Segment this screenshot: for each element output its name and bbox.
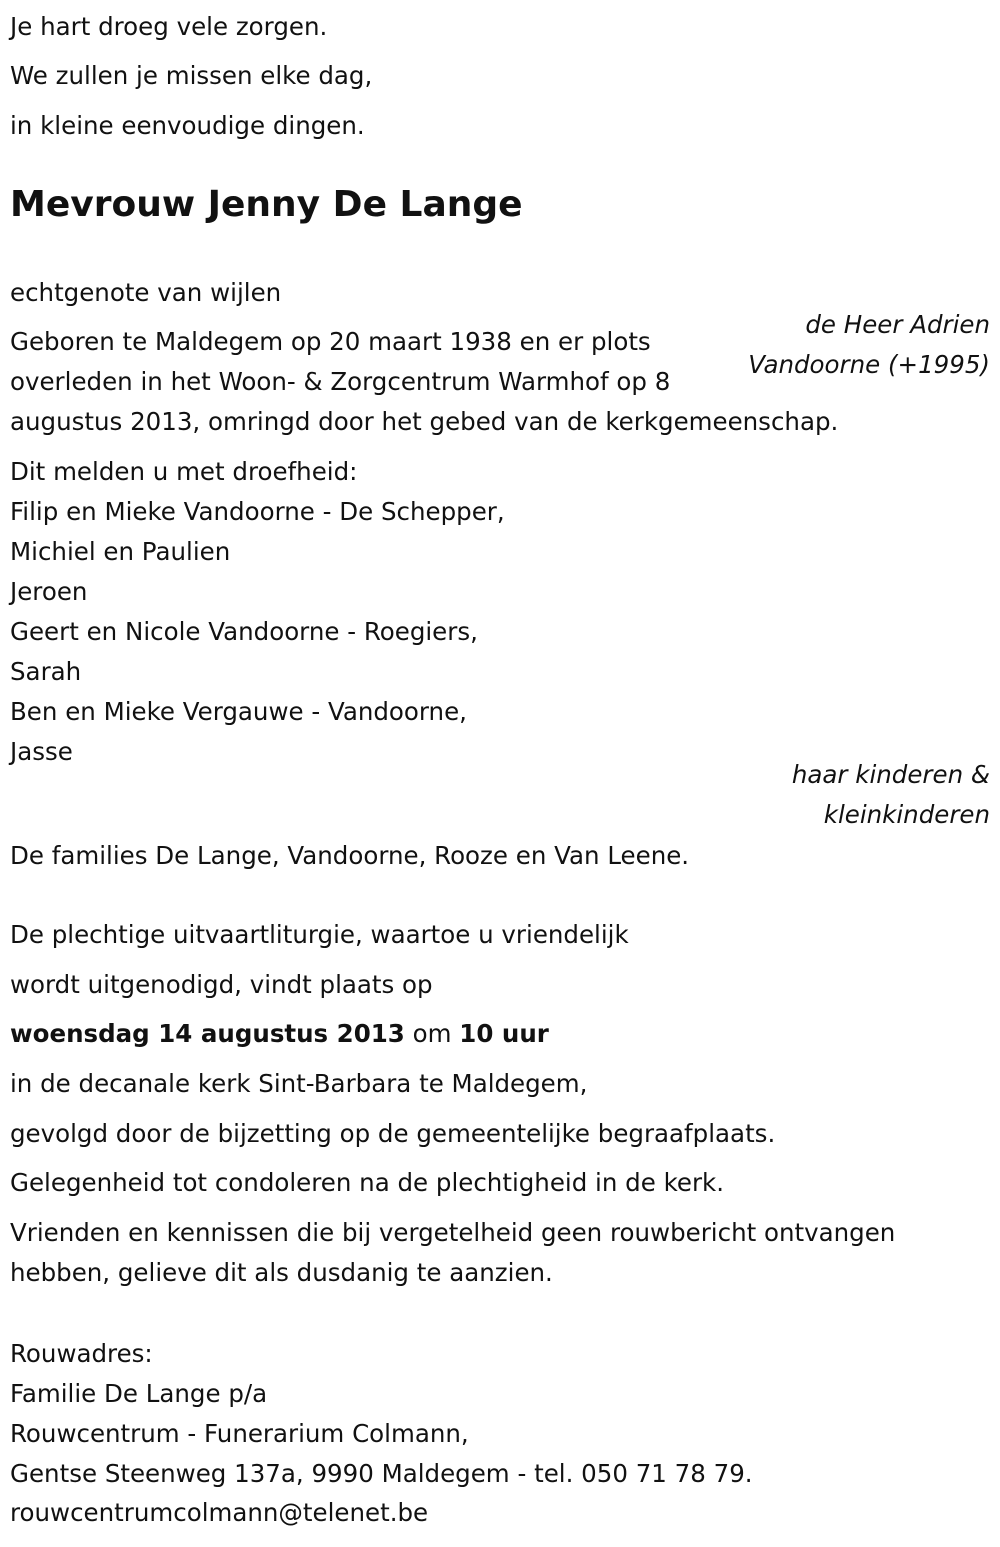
- service-line: wordt uitgenodigd, vindt plaats op: [10, 970, 433, 999]
- poem-line: in kleine eenvoudige dingen.: [10, 111, 365, 140]
- service-date: woensdag 14 augustus 2013: [10, 1019, 405, 1048]
- service-line: De plechtige uitvaartliturgie, waartoe u vriendelijk: [10, 920, 629, 949]
- poem-line: We zullen je missen elke dag,: [10, 61, 373, 90]
- page-title: Mevrouw Jenny De Lange: [10, 184, 523, 225]
- family-member: Jasse: [10, 737, 73, 766]
- service-om: om: [404, 1019, 460, 1048]
- birth-line: augustus 2013, omringd door het gebed van de kerkgemeenschap.: [10, 407, 839, 436]
- spouse-intro: echtgenote van wijlen: [10, 278, 282, 307]
- service-line: hebben, gelieve dit als dusdanig te aanzien.: [10, 1258, 553, 1287]
- family-member: Ben en Mieke Vergauwe - Vandoorne,: [10, 697, 467, 726]
- service-time: 10 uur: [459, 1019, 549, 1048]
- service-line: in de decanale kerk Sint-Barbara te Maldegem,: [10, 1069, 588, 1098]
- birth-line: overleden in het Woon- & Zorgcentrum Warmhof op 8: [10, 367, 671, 396]
- service-line: Gelegenheid tot condoleren na de plechtigheid in de kerk.: [10, 1168, 725, 1197]
- family-member: Jeroen: [10, 577, 88, 606]
- spouse-name: Vandoorne (+1995): [748, 350, 990, 379]
- poem-line: Je hart droeg vele zorgen.: [10, 12, 328, 41]
- address-line: Gentse Steenweg 137a, 9990 Maldegem - tel. 050 71 78 79.: [10, 1459, 753, 1488]
- family-member: Michiel en Paulien: [10, 537, 231, 566]
- address-line: Familie De Lange p/a: [10, 1379, 268, 1408]
- address-line: Rouwcentrum - Funerarium Colmann,: [10, 1419, 469, 1448]
- families-line: De families De Lange, Vandoorne, Rooze en Van Leene.: [10, 841, 690, 870]
- family-member: Sarah: [10, 657, 82, 686]
- service-line: gevolgd door de bijzetting op de gemeentelijke begraafplaats.: [10, 1119, 776, 1148]
- spouse-name: de Heer Adrien: [805, 310, 990, 339]
- email-link[interactable]: rouwcentrumcolmann@telenet.be: [10, 1498, 429, 1527]
- announce-intro: Dit melden u met droefheid:: [10, 457, 358, 486]
- service-line: Vrienden en kennissen die bij vergetelheid geen rouwbericht ontvangen: [10, 1218, 896, 1247]
- family-role: haar kinderen &: [791, 760, 990, 789]
- family-member: Filip en Mieke Vandoorne - De Schepper,: [10, 497, 505, 526]
- service-datetime: [10, 1019, 549, 1049]
- address-label: Rouwadres:: [10, 1339, 153, 1368]
- family-member: Geert en Nicole Vandoorne - Roegiers,: [10, 617, 478, 646]
- birth-line: Geboren te Maldegem op 20 maart 1938 en er plots: [10, 327, 651, 356]
- family-role: kleinkinderen: [823, 800, 990, 829]
